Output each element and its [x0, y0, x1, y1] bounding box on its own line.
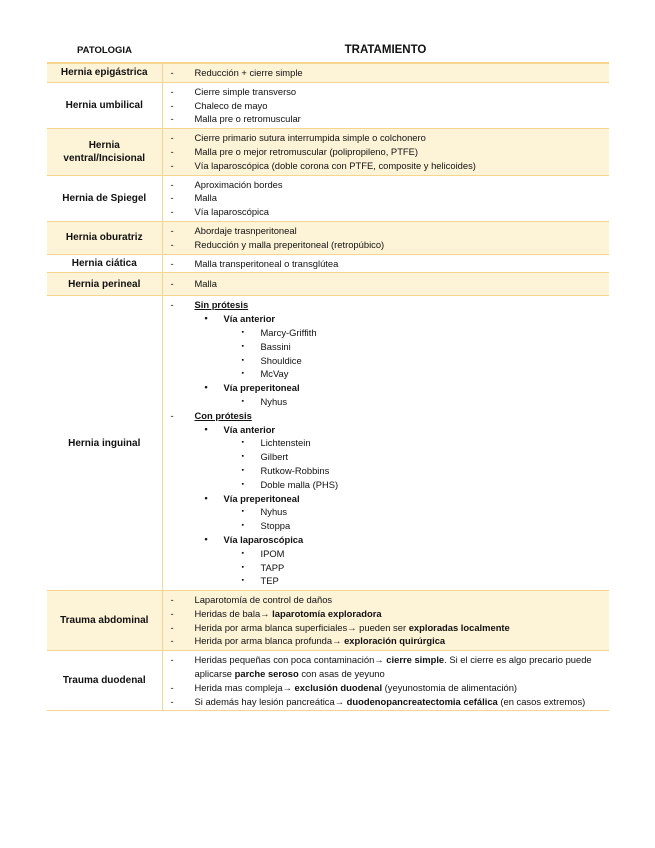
row-trauma-duodenal	[47, 651, 609, 711]
sublist-item: ▪ Marcy-Griffith	[241, 326, 317, 338]
treatment-cell	[162, 82, 609, 128]
treatment-table	[47, 38, 609, 711]
list-item: - Heridas de bala→ laparotomía exploradora	[170, 607, 382, 619]
sublist-item: ▪ Shouldice	[241, 354, 302, 366]
sublist-heading: • Vía anterior	[204, 313, 276, 325]
treatment-document	[47, 38, 609, 711]
sublist-heading: • Vía laparoscópica	[204, 533, 304, 545]
list-item: - Herida por arma blanca superficiales→ pueden ser exploradas localmente	[170, 621, 510, 633]
pathology-name: Hernia ciática	[47, 254, 162, 273]
sublist-item: ▪ McVay	[241, 368, 289, 380]
row-hernia-inguinal	[47, 296, 609, 591]
pathology-name: Trauma duodenal	[47, 651, 162, 711]
list-item: - Si además hay lesión pancreática→ duodenopancreatectomia cefálica (en casos extremos)	[170, 695, 586, 707]
row-hernia-obturatriz	[47, 221, 609, 254]
list-item: - Laparotomía de control de daños	[170, 594, 333, 606]
list-item: - Malla pre o retromuscular	[170, 113, 301, 125]
sublist-heading: • Vía preperitoneal	[204, 492, 300, 504]
row-hernia-perineal	[47, 273, 609, 296]
row-trauma-abdominal	[47, 591, 609, 651]
list-item: - Sin prótesis	[170, 299, 249, 311]
list-item: - Abordaje trasnperitoneal	[170, 224, 297, 236]
treatment-cell	[162, 273, 609, 296]
list-item: - Vía laparoscópica (doble corona con PTFE, composite y helicoides)	[170, 159, 476, 171]
row-hernia-spiegel	[47, 175, 609, 221]
sublist-heading: • Vía preperitoneal	[204, 382, 300, 394]
sublist-item: ▪ Gilbert	[241, 451, 289, 463]
list-item: - Vía laparoscópica	[170, 206, 270, 218]
row-hernia-epigastrica	[47, 63, 609, 82]
pathology-name: Hernia de Spiegel	[47, 175, 162, 221]
sublist-item: ▪ Nyhus	[241, 506, 288, 518]
list-item: - Chaleco de mayo	[170, 99, 268, 111]
list-item: - Herida por arma blanca profunda→ exploración quirúrgica	[170, 635, 446, 647]
list-item: - Cierre primario sutura interrumpida simple o colchonero	[170, 132, 426, 144]
pathology-name: Hernia epigástrica	[47, 63, 162, 82]
list-item: - Cierre simple transverso	[170, 85, 297, 97]
pathology-name: Hernia perineal	[47, 273, 162, 296]
sublist-item: ▪ Nyhus	[241, 395, 288, 407]
sublist-item: ▪ Stoppa	[241, 520, 291, 532]
treatment-cell	[162, 175, 609, 221]
list-item: - Reducción + cierre simple	[170, 67, 303, 78]
treatment-cell	[162, 651, 609, 711]
row-hernia-umbilical	[47, 82, 609, 128]
sublist-item: ▪ Bassini	[241, 340, 291, 352]
sublist-item: ▪ Doble malla (PHS)	[241, 478, 339, 490]
sublist-item: ▪ TEP	[241, 575, 279, 587]
list-item: - Reducción y malla preperitoneal (retropúbico)	[170, 238, 385, 250]
list-item: - Malla	[170, 278, 217, 290]
pathology-name: Hernia ventral/Incisional	[47, 129, 162, 175]
pathology-name: Hernia oburatriz	[47, 221, 162, 254]
list-item: - Malla	[170, 192, 217, 204]
sublist-item: ▪ Lichtenstein	[241, 437, 311, 449]
row-hernia-ciatica	[47, 254, 609, 273]
header-row	[47, 38, 609, 63]
list-item: - Herida mas compleja→ exclusión duodenal (yeyunostomia de alimentación)	[170, 681, 518, 693]
header-tratamiento: TRATAMIENTO	[344, 44, 427, 56]
pathology-name: Hernia umbilical	[47, 82, 162, 128]
pathology-name: Trauma abdominal	[47, 591, 162, 651]
list-item: - Aproximación bordes	[170, 178, 283, 190]
header-patologia: PATOLOGIA	[77, 44, 132, 56]
treatment-cell	[162, 63, 609, 82]
list-item: - Malla transperitoneal o transglútea	[170, 257, 339, 269]
list-item: - Con prótesis	[170, 409, 252, 421]
list-item: - Heridas pequeñas con poca contaminación→ cierre simple. Si el cierre es algo precario puede aplicarse parche seroso con asas de yeyuno	[170, 654, 592, 680]
pathology-name: Hernia inguinal	[47, 296, 162, 591]
treatment-cell	[162, 296, 609, 591]
sublist-item: ▪ TAPP	[241, 561, 285, 573]
row-hernia-ventral	[47, 129, 609, 175]
sublist-item: ▪ Rutkow-Robbins	[241, 464, 330, 476]
sublist-heading: • Vía anterior	[204, 423, 276, 435]
treatment-cell	[162, 129, 609, 175]
sublist-item: ▪ IPOM	[241, 547, 285, 559]
treatment-cell	[162, 221, 609, 254]
treatment-cell	[162, 591, 609, 651]
list-item: - Malla pre o mejor retromuscular (polipropileno, PTFE)	[170, 145, 419, 157]
treatment-cell	[162, 254, 609, 273]
